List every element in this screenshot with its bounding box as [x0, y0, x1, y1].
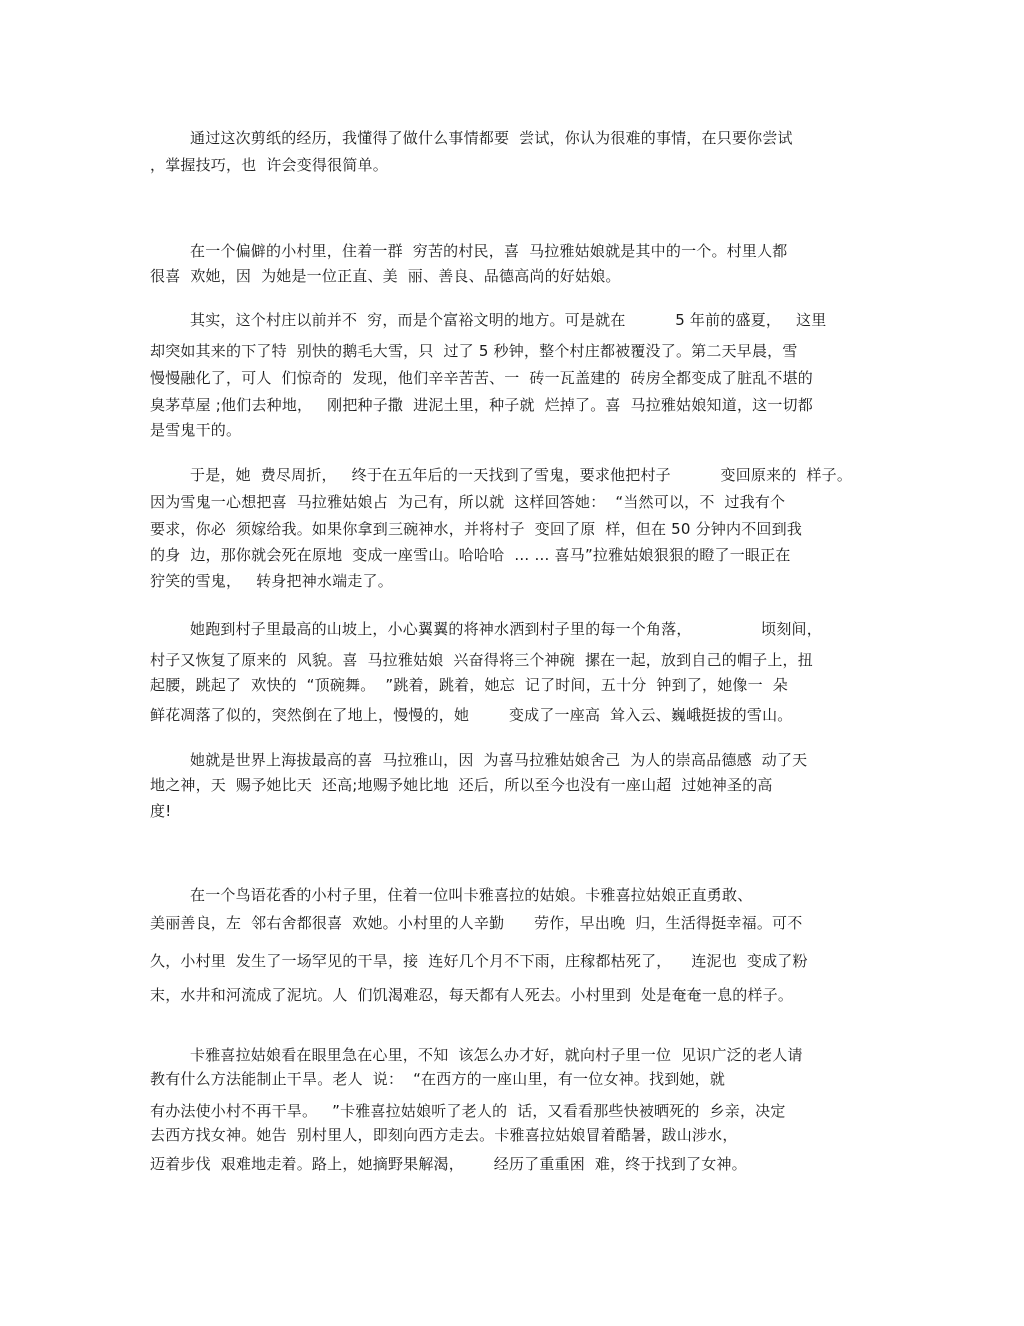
text-line: 因为雪鬼一心想把喜 马拉雅姑娘占 为己有，所以就 这样回答她： “当然可以，不 过我有个	[150, 493, 786, 511]
text-line: 地之神，天 赐予她比天 还高;地赐予她比地 还后，所以至今也没有一座山超 过她神圣的高	[150, 776, 773, 794]
text-line: ，掌握技巧，也 许会变得很简单。	[150, 156, 388, 174]
text-line: 起腰，跳起了 欢快的 “顶碗舞。 ”跳着，跳着，她忘 记了时间，五十分 钟到了，她像一 朵	[150, 676, 788, 694]
text-line: 很喜 欢她，因 为她是一位正直、美 丽、善良、品德高尚的好姑娘。	[150, 267, 621, 285]
text-line: 于是，她 费尽周折， 终于在五年后的一天找到了雪鬼，要求他把村子 变回原来的 样子。	[190, 466, 853, 484]
text-line: 要求，你必 须嫁给我。如果你拿到三碗神水，并将村子 变回了原 样，但在 50 分钟内不回到我	[150, 520, 803, 538]
text-line: 慢慢融化了，可人 们惊奇的 发现，他们辛辛苦苦、一 砖一瓦盖建的 砖房全都变成了脏乱不堪的	[150, 369, 813, 387]
text-line: 其实，这个村庄以前并不 穷，而是个富裕文明的地方。可是就在 5 年前的盛夏， 这里	[190, 311, 827, 329]
text-line: 美丽善良，左 邻右舍都很喜 欢她。小村里的人辛勤 劳作，早出晚 归，生活得挺幸福。可不	[150, 914, 803, 932]
text-line: 臭茅草屋 ;他们去种地， 刚把种子撒 进泥土里，种子就 烂掉了。喜 马拉雅姑娘知道，这一切都	[150, 396, 813, 414]
text-line: 她跑到村子里最高的山坡上，小心翼翼的将神水洒到村子里的每一个角落， 顷刻间，	[190, 620, 822, 638]
text-line: 狞笑的雪鬼， 转身把神水端走了。	[150, 572, 393, 590]
text-line: 有办法使小村不再干旱。 ”卡雅喜拉姑娘听了老人的 话，又看看那些快被晒死的 乡亲，决定	[150, 1102, 786, 1120]
text-line: 通过这次剪纸的经历，我懂得了做什么事情都要 尝试，你认为很难的事情，在只要你尝试	[190, 129, 793, 147]
text-line: 度!	[150, 802, 172, 820]
text-line: 的身 边，那你就会死在原地 变成一座雪山。哈哈哈 … … 喜马”拉雅姑娘狠狠的瞪了一眼正在	[150, 546, 791, 564]
text-line: 是雪鬼干的。	[150, 421, 242, 439]
text-line: 久，小村里 发生了一场罕见的干旱，接 连好几个月不下雨，庄稼都枯死了， 连泥也 变成了粉	[150, 952, 808, 970]
text-line: 却突如其来的下了特 别快的鹅毛大雪，只 过了 5 秒钟，整个村庄都被覆没了。第二天早晨，雪	[150, 342, 798, 360]
text-line: 鲜花凋落了似的，突然倒在了地上，慢慢的，她 变成了一座高 耸入云、巍峨挺拔的雪山。	[150, 706, 793, 724]
text-line: 在一个鸟语花香的小村子里，住着一位叫卡雅喜拉的姑娘。卡雅喜拉姑娘正直勇敢、	[190, 886, 753, 904]
text-line: 迈着步伐 艰难地走着。路上，她摘野果解渴， 经历了重重困 难，终于找到了女神。	[150, 1155, 747, 1173]
text-line: 卡雅喜拉姑娘看在眼里急在心里，不知 该怎么办才好，就向村子里一位 见识广泛的老人请	[190, 1046, 803, 1064]
text-line: 村子又恢复了原来的 风貌。喜 马拉雅姑娘 兴奋得将三个神碗 摞在一起，放到自己的帽子上，扭	[150, 651, 813, 669]
text-line: 末，水井和河流成了泥坑。人 们饥渴难忍，每天都有人死去。小村里到 处是奄奄一息的样子。	[150, 986, 794, 1004]
text-line: 在一个偏僻的小村里，住着一群 穷苦的村民，喜 马拉雅姑娘就是其中的一个。村里人都	[190, 242, 788, 260]
text-line: 教有什么方法能制止干旱。老人 说： “在西方的一座山里，有一位女神。找到她，就	[150, 1070, 726, 1088]
text-line: 去西方找女神。她告 别村里人，即刻向西方走去。卡雅喜拉姑娘冒着酷暑，跋山涉水，	[150, 1126, 738, 1144]
text-line: 她就是世界上海拔最高的喜 马拉雅山，因 为喜马拉雅姑娘舍己 为人的崇高品德感 动了天	[190, 751, 808, 769]
